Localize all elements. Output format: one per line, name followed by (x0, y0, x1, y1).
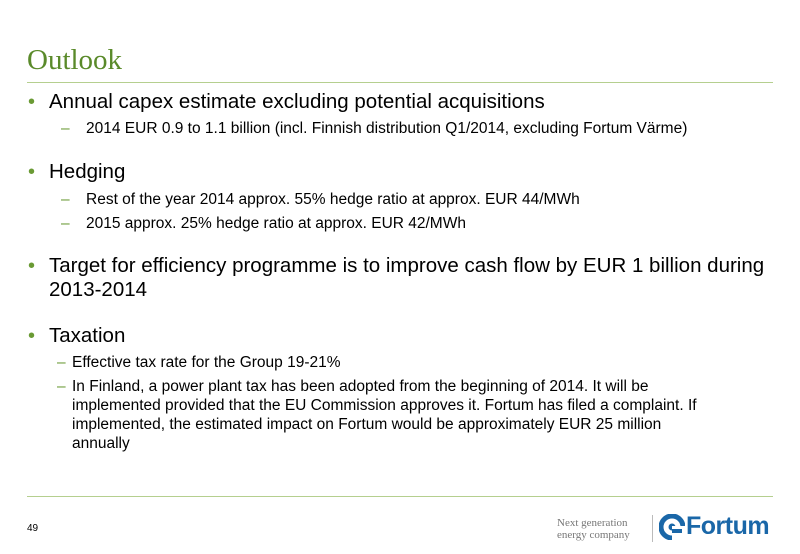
sub-bullet-capex-2014 (28, 119, 726, 138)
logo-divider (652, 515, 653, 542)
bullet-efficiency (28, 254, 779, 302)
dash-marker: – (57, 354, 66, 371)
sub-bullet-text: 2014 EUR 0.9 to 1.1 billion (incl. Finnish distribution Q1/2014, excluding Fortum Värme) (86, 120, 688, 137)
fortum-logo-text: Fortum (686, 512, 770, 540)
bullet-text: Taxation (49, 324, 126, 347)
bullet-marker: • (28, 255, 36, 277)
tagline (557, 517, 630, 541)
sub-bullet-text: In Finland, a power plant tax has been adopted from the beginning of 2014. It will be implemented provided that the EU Commission approves it. Fortum has filed a complaint. If implemented, the estimated impact on Fortum would be approximately EUR 25 million annually (72, 378, 697, 452)
sub-bullet-hedging-2015 (28, 214, 773, 233)
bullet-text: Annual capex estimate excluding potential acquisitions (49, 90, 545, 113)
page-number: 49 (27, 523, 39, 534)
sub-bullet-power-plant-tax (28, 377, 722, 453)
bullet-marker: • (28, 91, 36, 113)
sub-bullet-text: 2015 approx. 25% hedge ratio at approx. EUR 42/MWh (86, 215, 466, 232)
dash-marker: – (57, 378, 66, 395)
sub-bullet-hedging-2014 (28, 190, 773, 209)
slide-content (28, 90, 773, 453)
footer-divider (27, 496, 773, 497)
bullet-hedging (28, 160, 773, 184)
slide-title: Outlook (27, 44, 123, 76)
dash-marker: – (61, 215, 70, 232)
tagline-line-1: Next generation (557, 517, 628, 529)
title-divider (27, 82, 773, 83)
fortum-logo-icon (659, 514, 685, 540)
fortum-logo (659, 512, 769, 541)
bullet-marker: • (28, 161, 36, 183)
bullet-text: Hedging (49, 160, 126, 183)
sub-bullet-text: Effective tax rate for the Group 19-21% (72, 354, 341, 371)
sub-bullet-tax-rate (28, 353, 773, 372)
dash-marker: – (61, 191, 70, 208)
sub-bullet-text: Rest of the year 2014 approx. 55% hedge ratio at approx. EUR 44/MWh (86, 191, 580, 208)
bullet-marker: • (28, 325, 36, 347)
tagline-line-2: energy company (557, 529, 630, 541)
bullet-taxation (28, 324, 773, 348)
bullet-capex (28, 90, 773, 114)
bullet-text: Target for efficiency programme is to improve cash flow by EUR 1 billion during 2013-2014 (49, 254, 765, 301)
dash-marker: – (61, 120, 70, 137)
